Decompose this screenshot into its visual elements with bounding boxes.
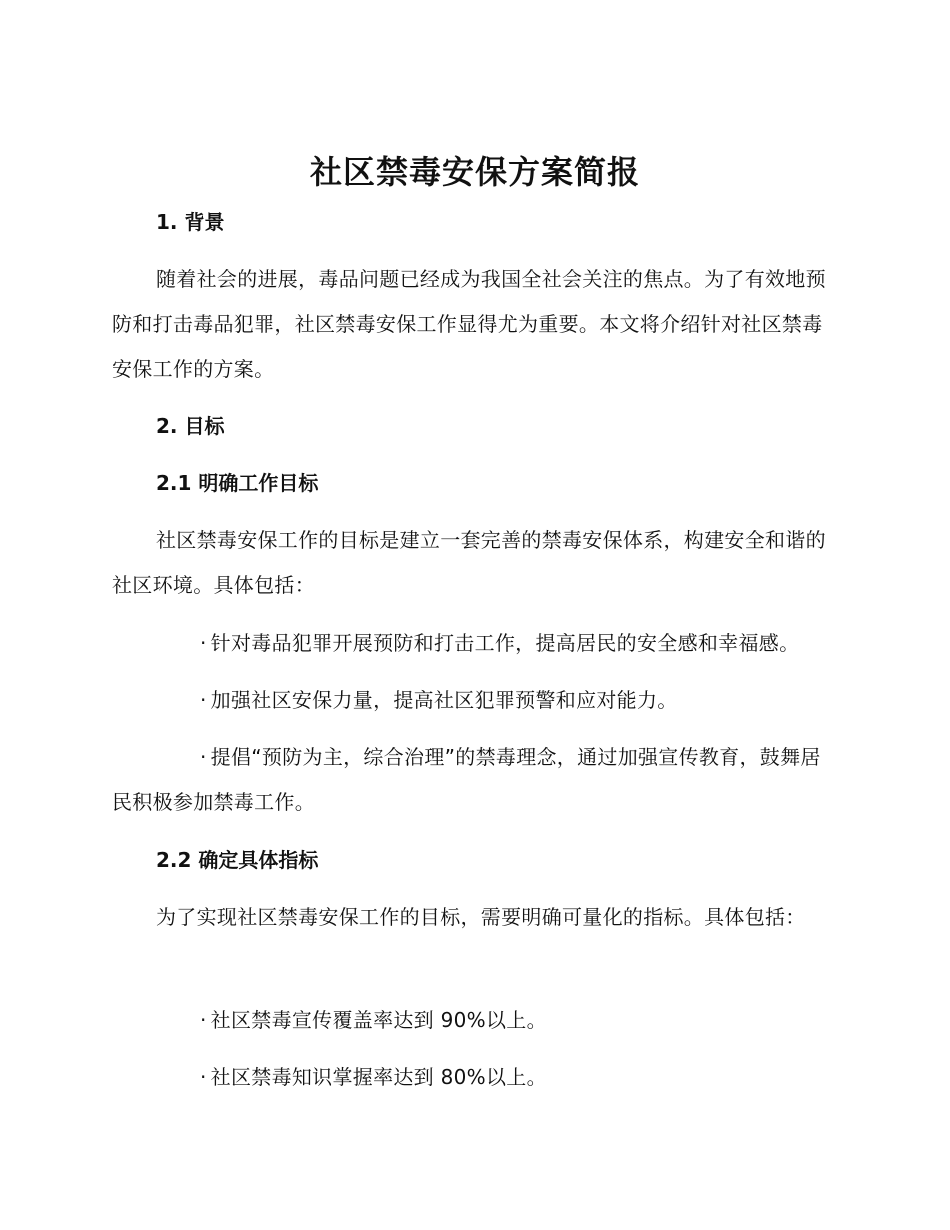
- list-item-text: 加强社区安保力量，提高社区犯罪预警和应对能力。: [210, 688, 678, 712]
- paragraph-background: 随着社会的进展，毒品问题已经成为我国全社会关注的焦点。为了有效地预防和打击毒品犯罪，社区禁毒安保工作显得尤为重要。本文将介绍针对社区禁毒安保工作的方案。: [112, 267, 826, 381]
- list-item: [112, 621, 834, 666]
- list-item: [112, 1055, 834, 1100]
- document-title: 社区禁毒安保方案简报: [309, 153, 640, 191]
- section-heading-indicators: 2.2 确定具体指标: [156, 848, 319, 872]
- section-heading-goals: 2. 目标: [156, 414, 225, 438]
- bullet-icon: ·: [200, 688, 207, 712]
- list-item: [112, 678, 834, 723]
- section-heading-background: 1. 背景: [156, 210, 225, 234]
- paragraph-goals-intro: 社区禁毒安保工作的目标是建立一套完善的禁毒安保体系，构建安全和谐的社区环境。具体包括：: [112, 528, 826, 597]
- bullet-icon: ·: [200, 1008, 207, 1032]
- list-item-text: 提倡“预防为主，综合治理”的禁毒理念，通过加强宣传教育，鼓舞居民积极参加禁毒工作。: [112, 745, 821, 814]
- paragraph-indicators-intro: 为了实现社区禁毒安保工作的目标，需要明确可量化的指标。具体包括：: [156, 905, 806, 929]
- list-item: [112, 735, 834, 825]
- bullet-icon: ·: [200, 1065, 207, 1089]
- bullet-icon: ·: [200, 745, 207, 769]
- list-item: [112, 998, 834, 1043]
- bullet-icon: ·: [200, 631, 207, 655]
- list-item-text: 针对毒品犯罪开展预防和打击工作，提高居民的安全感和幸福感。: [210, 631, 800, 655]
- list-item-text: 社区禁毒知识掌握率达到 80%以上。: [210, 1065, 547, 1089]
- list-item-text: 社区禁毒宣传覆盖率达到 90%以上。: [210, 1008, 547, 1032]
- section-heading-clear-goals: 2.1 明确工作目标: [156, 471, 319, 495]
